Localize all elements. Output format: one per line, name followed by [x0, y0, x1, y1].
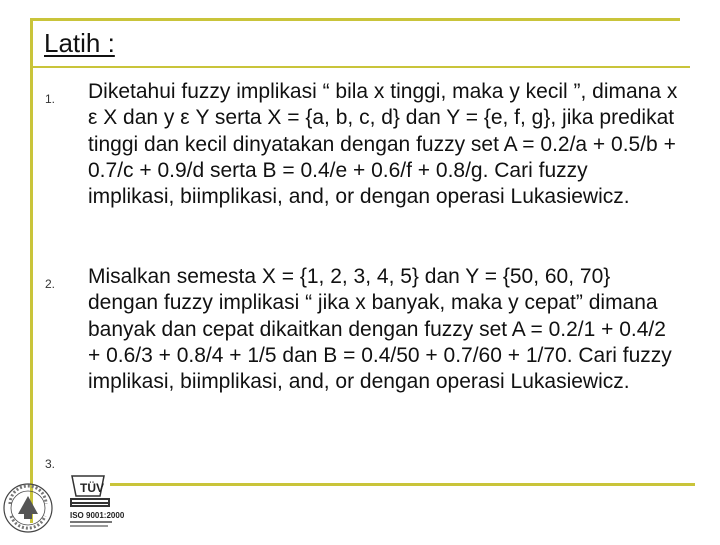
title-underline-rule	[30, 66, 690, 68]
list-number-1: 1.	[45, 92, 56, 106]
frame-top-rule	[30, 18, 680, 21]
list-number-2: 2.	[45, 277, 56, 291]
slide-title: Latih :	[44, 28, 115, 58]
frame-bottom-rule	[110, 483, 695, 486]
institution-logos	[0, 470, 130, 540]
exercise-item-2: Misalkan semesta X = {1, 2, 3, 4, 5} dan Y = {50, 60, 70} dengan fuzzy implikasi “ jika x banyak, maka y cepat” dimana banyak dan cepat dikaitkan dengan fuzzy set A = 0.2/1 + 0.4/2 + 0.6/3 + 0.8/4 + 1/5 dan B = 0.4/50 + 0.7/60 + 1/70. Cari fuzzy implikasi, biimplikasi, and, or dengan operasi Lukasiewicz.	[88, 265, 672, 394]
university-seal-logo	[4, 484, 52, 532]
list-number-3: 3.	[45, 457, 56, 471]
exercise-item-1: Diketahui fuzzy implikasi “ bila x tinggi, maka y kecil ”, dimana x ε X dan y ε Y serta X = {a, b, c, d} dan Y = {e, f, g}, jika predikat tinggi dan kecil dinyatakan dengan fuzzy set A = 0.2/a + 0.5/b + 0.7/c + 0.9/d serta B = 0.4/e + 0.6/f + 0.8/g. Cari fuzzy implikasi, biimplikasi, and, or dengan operasi Lukasiewicz.	[88, 80, 678, 209]
tuv-certification-logo	[70, 476, 125, 527]
logo-graphic	[0, 470, 130, 540]
tuv-text: TÜV	[80, 481, 104, 495]
frame-left-rule	[30, 18, 33, 523]
iso-text: ISO 9001:2000	[70, 511, 125, 520]
